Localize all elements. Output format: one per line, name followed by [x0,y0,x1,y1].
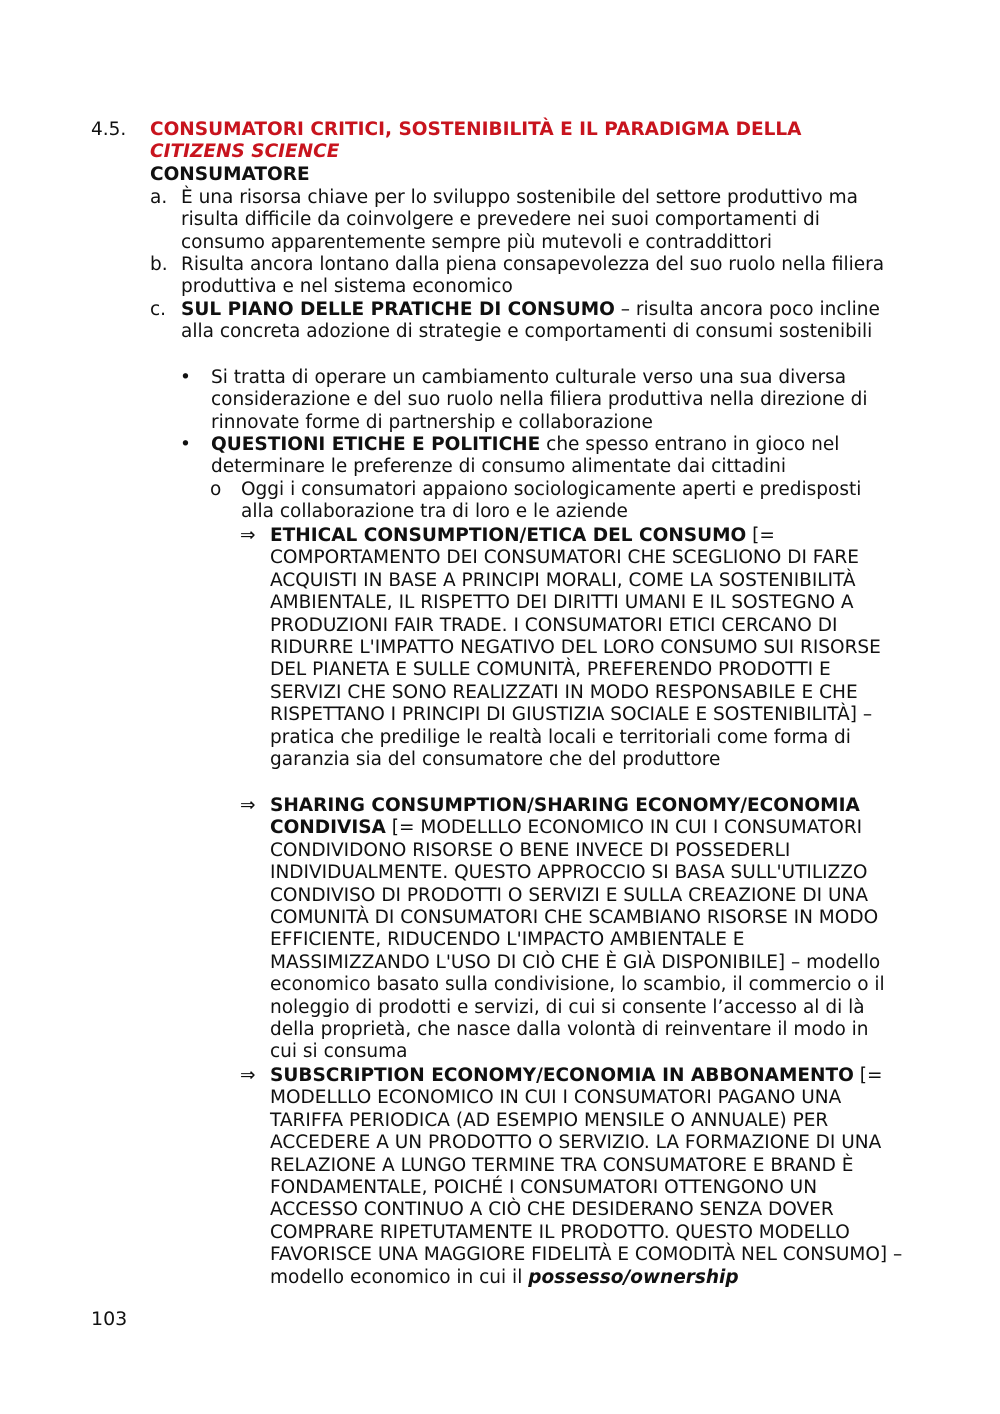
bullet-text [211,434,871,479]
section-number: 4.5. [91,119,127,140]
sub-list-marker: o [210,479,222,500]
arrow-text [270,1065,910,1289]
bullet-icon: • [180,367,191,388]
bullet-text: Si tratta di operare un cambiamento culturale verso una sua diversa considerazione e del suo ruolo nella filiera produttiva nella direzione di rinnovate forme di partnership e collaborazione [211,367,868,433]
list-marker: a. [150,187,168,208]
arrow-icon: ⇒ [240,1065,256,1086]
arrow-rest: [= MODELLLO ECONOMICO IN CUI I CONSUMATORI PAGANO UNA TARIFFA PERIODICA (AD ESEMPIO MENSILE O ANNUALE) PER ACCEDERE A UN PRODOTTO O SERVIZIO. LA FORMAZIONE DI UNA RELAZIONE A LUNGO TERMINE TRA CONSUMATORE E BRAND È FONDAMENTALE, POICHÉ I CONSUMATORI OTTENGONO UN ACCESSO CONTINUO A CIÒ CHE DESIDERANO SENZA DOVER COMPRARE RIPETUTAMENTE IL PRODOTTO. QUESTO MODELLO FAVORISCE UNA MAGGIORE FIDELITÀ E COMODITÀ NEL CONSUMO] – modello economico in cui il [270,1065,903,1288]
list-item-text: È una risorsa chiave per lo sviluppo sostenibile del settore produttivo ma risulta difficile da coinvolgere e prevedere nei suoi comportamenti di consumo apparentemente sempre più mutevoli e contraddittori [181,187,858,253]
arrow-text [270,795,900,1064]
arrow-bold-italic: possesso/ownership [528,1266,739,1288]
page-number: 103 [91,1308,128,1330]
list-item-text: Risulta ancora lontano dalla piena consapevolezza del suo ruolo nella filiera produttiva e nel sistema economico [181,254,885,298]
arrow-icon: ⇒ [240,525,256,546]
section-title [150,119,970,164]
bullet-bold: QUESTIONI ETICHE E POLITICHE [211,434,541,455]
arrow-rest: [= COMPORTAMENTO DEI CONSUMATORI CHE SCEGLIONO DI FARE ACQUISTI IN BASE A PRINCIPI MORALI, COME LA SOSTENIBILITÀ AMBIENTALE, IL RISPETTO DEI DIRITTI UMANI E IL SOSTEGNO A PRODUZIONI FAIR TRADE. I CONSUMATORI ETICI CERCANO DI RIDURRE L'IMPATTO NEGATIVO DEL LORO CONSUMO SUI RISORSE DEL PIANETA E SULLE COMUNITÀ, PREFERENDO PRODOTTI E SERVIZI CHE SONO REALIZZATI IN MODO RESPONSABILE E CHE RISPETTANO I PRINCIPI DI GIUSTIZIA SOCIALE E SOSTENIBILITÀ] – pratica che predilige le realtà locali e territoriali come forma di garanzia sia del consumatore che del produttore [270,525,881,771]
subheading: CONSUMATORE [150,164,310,185]
list-item-text [181,299,881,344]
arrow-rest: [= MODELLLO ECONOMICO IN CUI I CONSUMATORI CONDIVIDONO RISORSE O BENE INVECE DI POSSEDERLI INDIVIDUALMENTE. QUESTO APPROCCIO SI BASA SULL'UTILIZZO CONDIVISO DI PRODOTTI O SERVIZI E SULLA CREAZIONE DI UNA COMUNITÀ DI CONSUMATORI CHE SCAMBIANO RISORSE IN MODO EFFICIENTE, RIDUCENDO L'IMPACTO AMBIENTALE E MASSIMIZZANDO L'USO DI CIÒ CHE È GIÀ DISPONIBILE] – modello economico basato sulla condivisione, lo scambio, il commercio o il noleggio di prodotti e servizi, di cui si consente l’accesso al di là della proprietà, che nasce dalla volontà di reinventare il modo in cui si consuma [270,817,885,1063]
list-item-bold: SUL PIANO DELLE PRATICHE DI CONSUMO [181,299,615,320]
list-marker: c. [150,299,167,320]
list-item-rest: – risulta ancora poco incline alla concreta adozione di strategie e comportamenti di consumi sostenibili [181,299,880,343]
bullet-icon: • [180,434,191,455]
arrow-bold: ETHICAL CONSUMPTION/ETICA DEL CONSUMO [270,525,747,546]
arrow-bold: SHARING CONSUMPTION/SHARING ECONOMY/ECONOMIA CONDIVISA [270,795,860,839]
arrow-text [270,525,900,771]
section-title-line1: CONSUMATORI CRITICI, SOSTENIBILITÀ E IL PARADIGMA DELLA [150,119,802,140]
section-title-line2: CITIZENS SCIENCE [150,141,340,163]
arrow-bold: SUBSCRIPTION ECONOMY/ECONOMIA IN ABBONAMENTO [270,1065,854,1086]
list-marker: b. [150,254,168,275]
sub-list-text: Oggi i consumatori appaiono sociologicamente aperti e predisposti alla collaborazione tra di loro e le aziende [241,479,862,523]
arrow-icon: ⇒ [240,795,256,816]
bullet-rest: che spesso entrano in gioco nel determinare le preferenze di consumo alimentate dai cittadini [211,434,840,478]
